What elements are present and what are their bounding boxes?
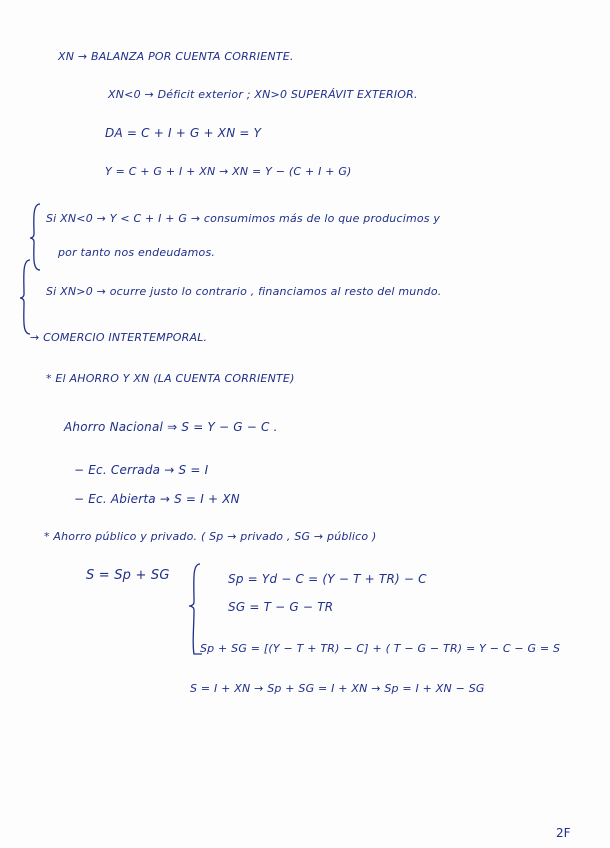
note-line-16: SG = T − G − TR [228, 600, 334, 614]
note-line-4: Y = C + G + I + XN → XN = Y − (C + I + G) [105, 165, 352, 178]
note-line-8: → COMERCIO INTERTEMPORAL. [30, 331, 208, 344]
section-heading-ahorro-xn: * El AHORRO Y XN (LA CUENTA CORRIENTE) [46, 372, 295, 385]
note-line-17: Sp + SG = [(Y − T + TR) − C] + ( T − G − TR) = Y − C − G = S [200, 642, 561, 655]
note-line-2: XN<0 → Déficit exterior ; XN>0 SUPERÁVIT EXTERIOR. [108, 88, 418, 101]
note-line-7: Si XN>0 → ocurre justo lo contrario , financiamos al resto del mundo. [46, 285, 442, 298]
brace-2 [18, 258, 32, 338]
note-line-1: XN → BALANZA POR CUENTA CORRIENTE. [58, 50, 294, 63]
note-line-6: por tanto nos endeudamos. [58, 246, 216, 259]
note-line-3: DA = C + I + G + XN = Y [105, 126, 262, 140]
note-line-11: − Ec. Cerrada → S = I [74, 463, 209, 477]
section-heading-ahorro-publico-privado: * Ahorro público y privado. ( Sp → privado , SG → público ) [44, 530, 377, 543]
page-number: 2F [556, 826, 571, 840]
note-line-15: Sp = Yd − C = (Y − T + TR) − C [228, 572, 427, 586]
note-line-10: Ahorro Nacional ⇒ S = Y − G − C . [64, 420, 278, 434]
note-line-18: S = I + XN → Sp + SG = I + XN → Sp = I + XN − SG [190, 682, 485, 695]
note-line-5: Si XN<0 → Y < C + I + G → consumimos más de lo que producimos y [46, 212, 441, 225]
note-line-12: − Ec. Abierta → S = I + XN [74, 492, 240, 506]
note-line-14: S = Sp + SG [86, 568, 170, 583]
